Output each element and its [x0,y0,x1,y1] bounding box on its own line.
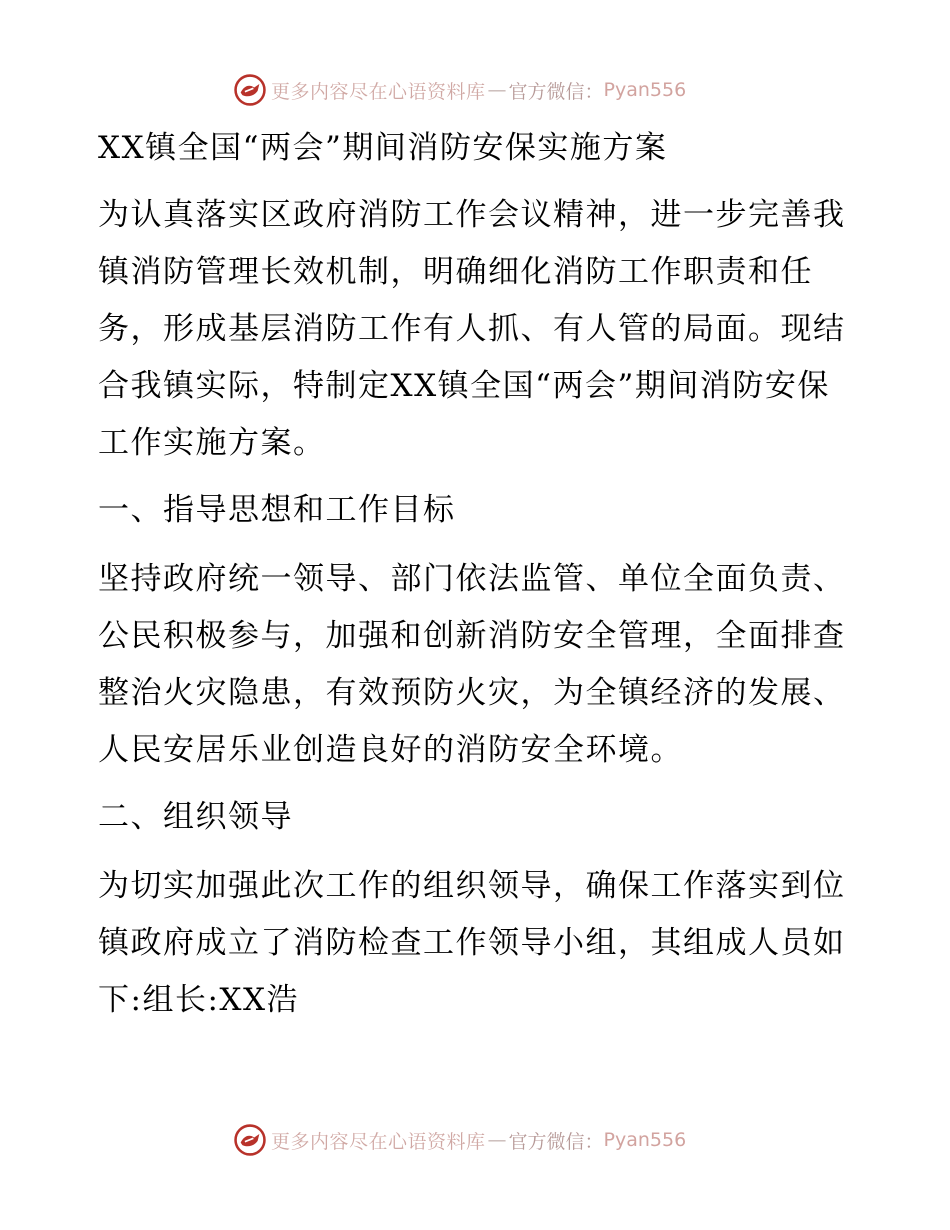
document-body [98,120,858,1039]
section1-paragraph: 坚持政府统一领导、部门依法监管、单位全面负责、公民积极参与，加强和创新消防安全管理，全面排查整治火灾隐患，有效预防火灾，为全镇经济的发展、人民安居乐业创造良好的消防安全环境。 [98,561,846,768]
watermark-separator: — [487,79,507,101]
intro-paragraph: 为认真落实区政府消防工作会议精神，进一步完善我镇消防管理长效机制，明确细化消防工作职责和任务，形成基层消防工作有人抓、有人管的局面。现结合我镇实际，特制定XX镇全国“两会”期间消防安保工作实施方案。 [98,197,846,461]
watermark-wechat-label: 官方微信： [508,80,604,103]
watermark-footer [233,1120,686,1160]
watermark-header [233,70,686,110]
handshake-logo-icon [233,73,267,107]
watermark-text: 更多内容尽在心语资料库 [271,80,486,103]
section2-paragraph: 为切实加强此次工作的组织领导，确保工作落实到位镇政府成立了消防检查工作领导小组，其组成人员如下:组长:XX浩 [98,868,846,1018]
watermark-wechat-id: Pyan556 [603,79,687,101]
watermark-wechat-id: Pyan556 [603,1129,687,1151]
watermark-wechat-label: 官方微信： [508,1130,604,1153]
handshake-logo-icon [233,1123,267,1157]
section1-heading: 一、指导思想和工作目标 [98,492,456,528]
document-title: XX镇全国“两会”期间消防安保实施方案 [98,130,668,166]
section2-heading: 二、组织领导 [98,799,293,835]
watermark-text: 更多内容尽在心语资料库 [271,1130,486,1153]
watermark-separator: — [487,1129,507,1151]
